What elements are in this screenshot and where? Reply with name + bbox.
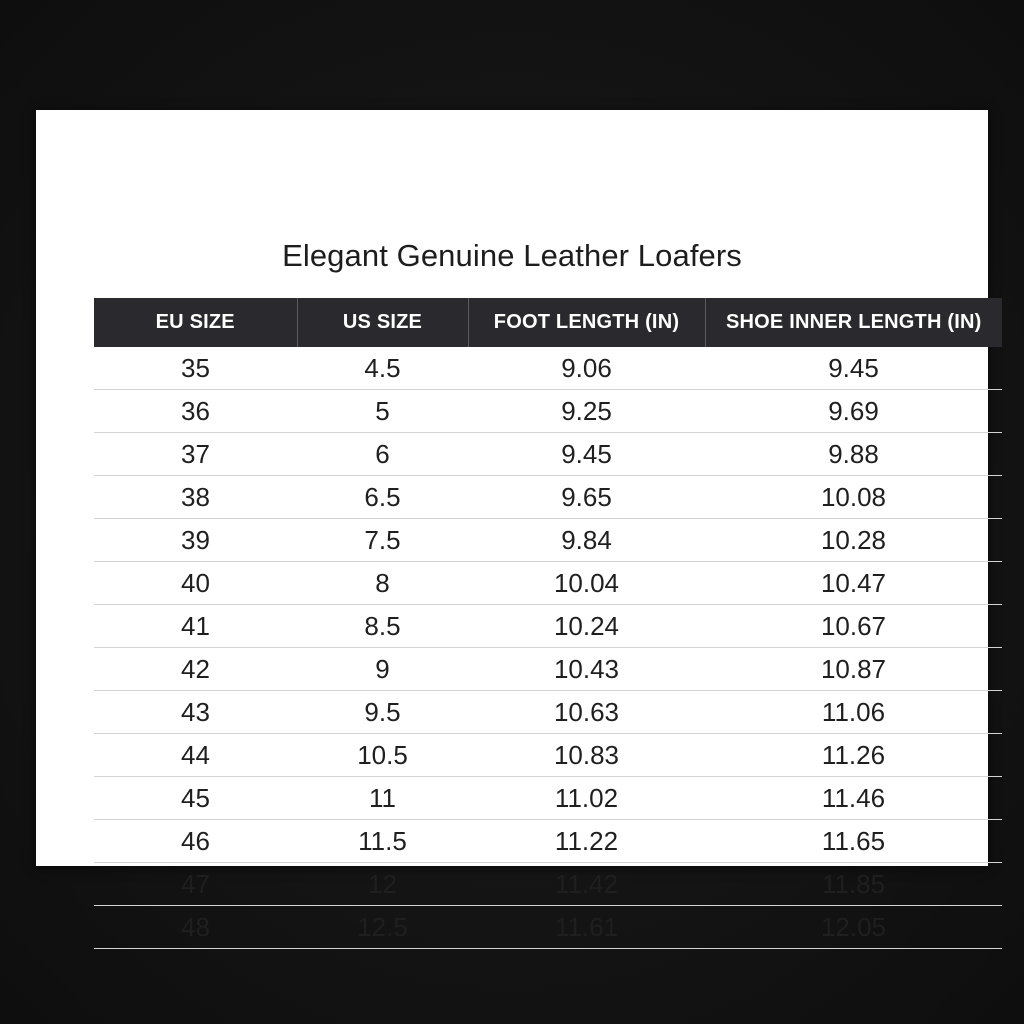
- us-size-cell: 9.5: [297, 691, 468, 734]
- shoe-inner-length-cell: 11.26: [705, 734, 1002, 777]
- us-size-cell: 7.5: [297, 519, 468, 562]
- us-size-cell: 8: [297, 562, 468, 605]
- table-header: [94, 298, 1002, 347]
- table-body: [94, 347, 1002, 949]
- foot-length-cell: 11.61: [468, 906, 705, 949]
- us-size-cell: 11: [297, 777, 468, 820]
- foot-length-cell: 9.45: [468, 433, 705, 476]
- table-row: [94, 390, 1002, 433]
- us-size-cell: 9: [297, 648, 468, 691]
- eu-size-cell: 44: [94, 734, 297, 777]
- table-row: [94, 906, 1002, 949]
- us-size-cell: 6: [297, 433, 468, 476]
- table-row: [94, 347, 1002, 390]
- foot-length-cell: 10.83: [468, 734, 705, 777]
- table-row: [94, 820, 1002, 863]
- us-size-cell: 6.5: [297, 476, 468, 519]
- us-size-cell: 12.5: [297, 906, 468, 949]
- eu-size-cell: 41: [94, 605, 297, 648]
- header-eu-size: EU SIZE: [94, 298, 297, 347]
- size-table: [94, 298, 1002, 949]
- table-row: [94, 777, 1002, 820]
- eu-size-cell: 47: [94, 863, 297, 906]
- table-row: [94, 519, 1002, 562]
- foot-length-cell: 10.24: [468, 605, 705, 648]
- shoe-inner-length-cell: 9.45: [705, 347, 1002, 390]
- eu-size-cell: 42: [94, 648, 297, 691]
- shoe-inner-length-cell: 10.08: [705, 476, 1002, 519]
- eu-size-cell: 35: [94, 347, 297, 390]
- us-size-cell: 10.5: [297, 734, 468, 777]
- shoe-inner-length-cell: 9.69: [705, 390, 1002, 433]
- shoe-inner-length-cell: 11.06: [705, 691, 1002, 734]
- shoe-inner-length-cell: 12.05: [705, 906, 1002, 949]
- table-row: [94, 691, 1002, 734]
- eu-size-cell: 36: [94, 390, 297, 433]
- eu-size-cell: 39: [94, 519, 297, 562]
- eu-size-cell: 40: [94, 562, 297, 605]
- us-size-cell: 5: [297, 390, 468, 433]
- us-size-cell: 11.5: [297, 820, 468, 863]
- chart-title: Elegant Genuine Leather Loafers: [282, 238, 742, 273]
- foot-length-cell: 11.42: [468, 863, 705, 906]
- table-row: [94, 605, 1002, 648]
- shoe-inner-length-cell: 10.47: [705, 562, 1002, 605]
- header-us-size: US SIZE: [297, 298, 468, 347]
- shoe-inner-length-cell: 10.87: [705, 648, 1002, 691]
- foot-length-cell: 9.25: [468, 390, 705, 433]
- shoe-inner-length-cell: 9.88: [705, 433, 1002, 476]
- header-row: [94, 298, 1002, 347]
- us-size-cell: 8.5: [297, 605, 468, 648]
- us-size-cell: 4.5: [297, 347, 468, 390]
- eu-size-cell: 38: [94, 476, 297, 519]
- shoe-inner-length-cell: 11.46: [705, 777, 1002, 820]
- table-row: [94, 476, 1002, 519]
- eu-size-cell: 37: [94, 433, 297, 476]
- table-row: [94, 433, 1002, 476]
- foot-length-cell: 11.22: [468, 820, 705, 863]
- table-row: [94, 734, 1002, 777]
- header-shoe-inner-length: SHOE INNER LENGTH (IN): [705, 298, 1002, 347]
- shoe-inner-length-cell: 10.28: [705, 519, 1002, 562]
- foot-length-cell: 9.65: [468, 476, 705, 519]
- foot-length-cell: 10.43: [468, 648, 705, 691]
- foot-length-cell: 9.06: [468, 347, 705, 390]
- eu-size-cell: 46: [94, 820, 297, 863]
- size-chart-card: [36, 110, 988, 942]
- shoe-inner-length-cell: 10.67: [705, 605, 1002, 648]
- header-foot-length: FOOT LENGTH (IN): [468, 298, 705, 347]
- foot-length-cell: 9.84: [468, 519, 705, 562]
- foot-length-cell: 10.04: [468, 562, 705, 605]
- eu-size-cell: 48: [94, 906, 297, 949]
- shoe-inner-length-cell: 11.85: [705, 863, 1002, 906]
- table-row: [94, 863, 1002, 906]
- us-size-cell: 12: [297, 863, 468, 906]
- eu-size-cell: 43: [94, 691, 297, 734]
- foot-length-cell: 10.63: [468, 691, 705, 734]
- shoe-inner-length-cell: 11.65: [705, 820, 1002, 863]
- table-row: [94, 562, 1002, 605]
- table-row: [94, 648, 1002, 691]
- foot-length-cell: 11.02: [468, 777, 705, 820]
- eu-size-cell: 45: [94, 777, 297, 820]
